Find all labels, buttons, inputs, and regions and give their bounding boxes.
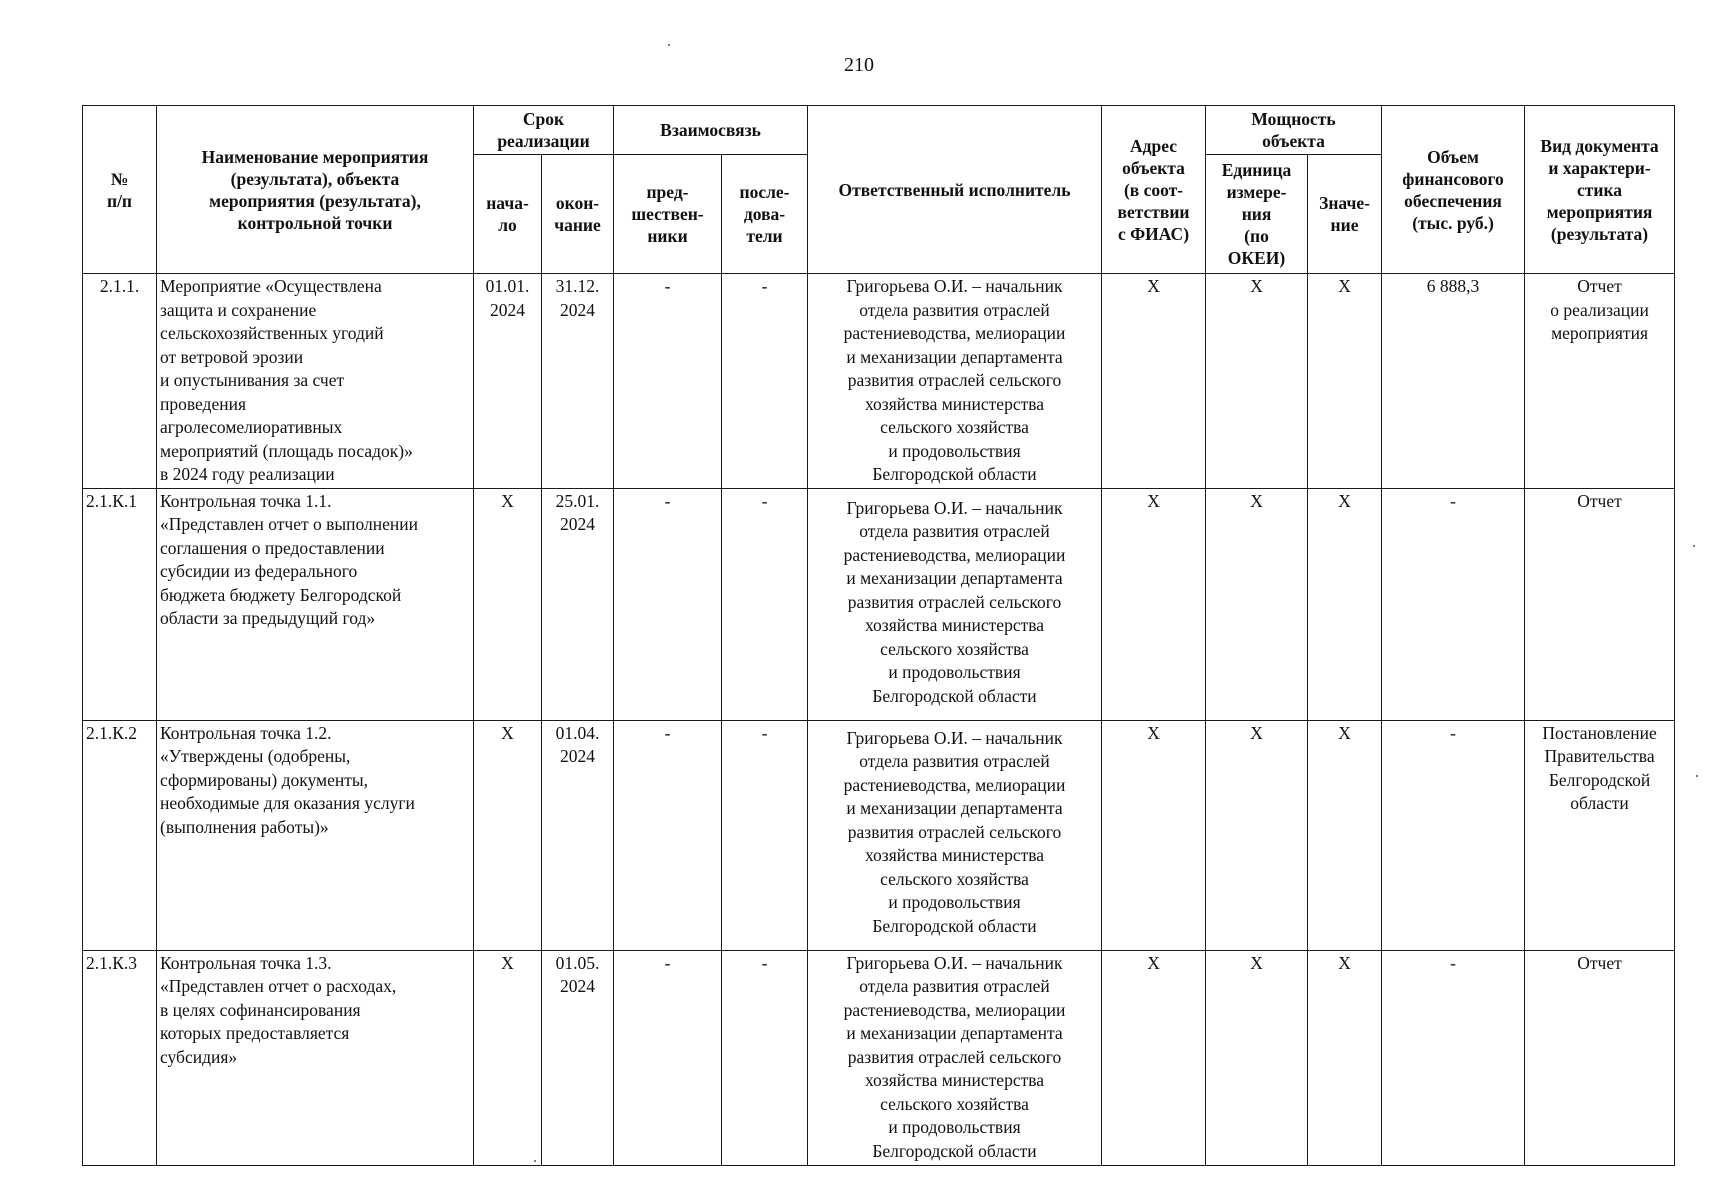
table-row	[83, 488, 1675, 720]
row-next: -	[722, 274, 808, 489]
row-prev: -	[614, 274, 722, 489]
row-finance: -	[1382, 720, 1525, 950]
header-link-next: после- дова- тели	[722, 155, 808, 274]
header-doc: Вид документа и характери- стика мероприятия (результата)	[1525, 106, 1675, 274]
row-value: X	[1308, 720, 1382, 950]
row-end: 01.04. 2024	[542, 720, 614, 950]
header-executor: Ответственный исполнитель	[808, 106, 1102, 274]
row-address: X	[1102, 488, 1206, 720]
row-address: X	[1102, 950, 1206, 1165]
row-doc: Отчет	[1525, 488, 1675, 720]
row-executor: Григорьева О.И. – начальник отдела развития отраслей растениеводства, мелиорации и механизации департамента развития отраслей сельского хозяйства министерства сельского хозяйства и продовольствия Белгородской области	[808, 950, 1102, 1165]
table-row	[83, 274, 1675, 489]
page-number: 210	[844, 54, 874, 76]
row-doc: Отчет	[1525, 950, 1675, 1165]
row-name: Контрольная точка 1.1. «Представлен отчет о выполнении соглашения о предоставлении субсидии из федерального бюджета бюджету Белгородской области за предыдущий год»	[157, 488, 474, 720]
row-executor: Григорьева О.И. – начальник отдела развития отраслей растениеводства, мелиорации и механизации департамента развития отраслей сельского хозяйства министерства сельского хозяйства и продовольствия Белгородской области	[808, 720, 1102, 950]
row-address: X	[1102, 720, 1206, 950]
header-term-start: нача- ло	[474, 155, 542, 274]
header-link-prev: пред- шествен- ники	[614, 155, 722, 274]
row-unit: X	[1206, 274, 1308, 489]
row-prev: -	[614, 488, 722, 720]
row-prev: -	[614, 950, 722, 1165]
header-capacity-unit: Единица измере- ния (по ОКЕИ)	[1206, 155, 1308, 274]
row-value: X	[1308, 488, 1382, 720]
row-finance: -	[1382, 950, 1525, 1165]
row-name: Контрольная точка 1.3. «Представлен отчет о расходах, в целях софинансирования которых предоставляется субсидия»	[157, 950, 474, 1165]
row-start: 01.01. 2024	[474, 274, 542, 489]
row-unit: X	[1206, 950, 1308, 1165]
row-executor: Григорьева О.И. – начальник отдела развития отраслей растениеводства, мелиорации и механизации департамента развития отраслей сельского хозяйства министерства сельского хозяйства и продовольствия Белгородской области	[808, 488, 1102, 720]
row-start: X	[474, 488, 542, 720]
header-link-group: Взаимосвязь	[614, 106, 808, 155]
header-term-end: окон- чание	[542, 155, 614, 274]
scan-speck	[668, 44, 670, 46]
scan-speck	[534, 1160, 536, 1162]
row-next: -	[722, 950, 808, 1165]
header-capacity-group: Мощность объекта	[1206, 106, 1382, 155]
table-row	[83, 720, 1675, 950]
row-prev: -	[614, 720, 722, 950]
table-row	[83, 950, 1675, 1165]
row-next: -	[722, 720, 808, 950]
row-value: X	[1308, 274, 1382, 489]
row-num: 2.1.К.2	[83, 720, 157, 950]
plan-table	[82, 105, 1675, 1166]
header-capacity-value: Значе- ние	[1308, 155, 1382, 274]
row-num: 2.1.К.3	[83, 950, 157, 1165]
row-end: 25.01. 2024	[542, 488, 614, 720]
row-doc: Постановление Правительства Белгородской области	[1525, 720, 1675, 950]
header-num: № п/п	[83, 106, 157, 274]
scan-speck	[1693, 545, 1695, 547]
row-name: Мероприятие «Осуществлена защита и сохранение сельскохозяйственных угодий от ветровой эрозии и опустынивания за счет проведения агролесомелиоративных мероприятий (площадь посадок)» в 2024 году реализации	[157, 274, 474, 489]
scan-speck	[1696, 775, 1698, 777]
header-term-group: Срок реализации	[474, 106, 614, 155]
row-end: 01.05. 2024	[542, 950, 614, 1165]
header-address: Адрес объекта (в соот- ветствии с ФИАС)	[1102, 106, 1206, 274]
row-num: 2.1.К.1	[83, 488, 157, 720]
row-end: 31.12. 2024	[542, 274, 614, 489]
row-start: X	[474, 950, 542, 1165]
row-finance: -	[1382, 488, 1525, 720]
row-name: Контрольная точка 1.2. «Утверждены (одобрены, сформированы) документы, необходимые для оказания услуги (выполнения работы)»	[157, 720, 474, 950]
header-name: Наименование мероприятия (результата), объекта мероприятия (результата), контрольной точки	[157, 106, 474, 274]
row-doc: Отчет о реализации мероприятия	[1525, 274, 1675, 489]
row-unit: X	[1206, 720, 1308, 950]
row-executor: Григорьева О.И. – начальник отдела развития отраслей растениеводства, мелиорации и механизации департамента развития отраслей сельского хозяйства министерства сельского хозяйства и продовольствия Белгородской области	[808, 274, 1102, 489]
row-start: X	[474, 720, 542, 950]
row-unit: X	[1206, 488, 1308, 720]
header-finance: Объем финансового обеспечения (тыс. руб.)	[1382, 106, 1525, 274]
row-address: X	[1102, 274, 1206, 489]
row-value: X	[1308, 950, 1382, 1165]
row-next: -	[722, 488, 808, 720]
row-finance: 6 888,3	[1382, 274, 1525, 489]
row-num: 2.1.1.	[83, 274, 157, 489]
